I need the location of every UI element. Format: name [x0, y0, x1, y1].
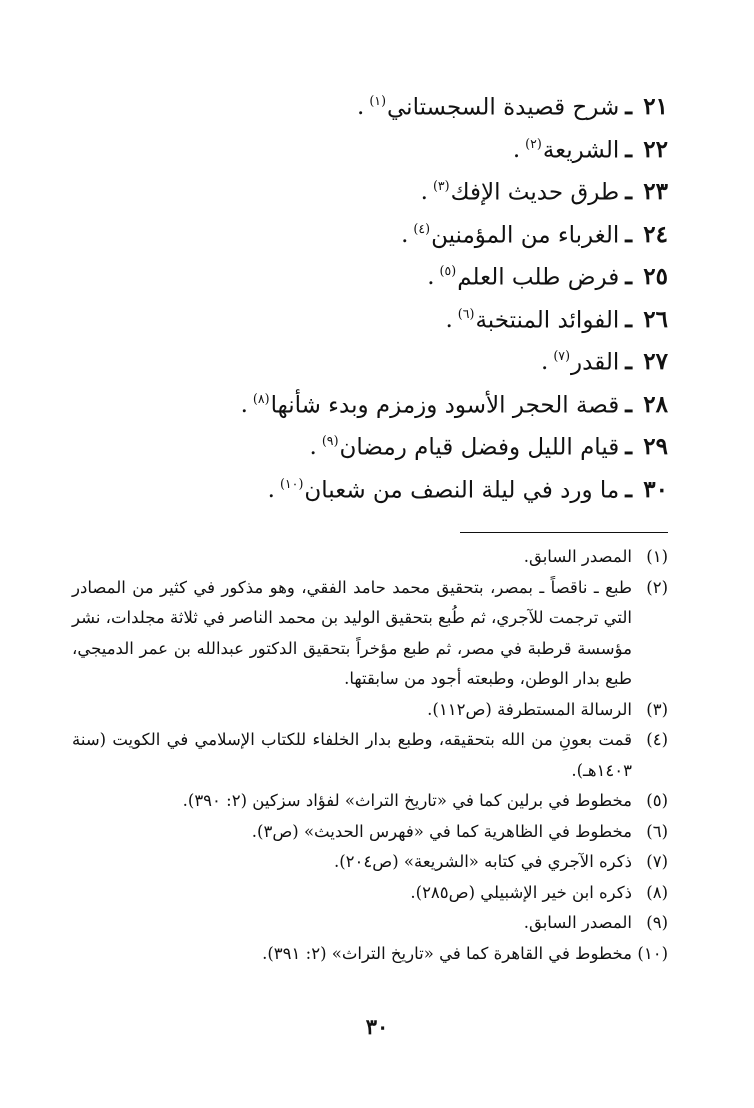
entry-number: ٢٥ — [643, 263, 668, 291]
entry-period: . — [401, 221, 409, 248]
entry-dash: ـ — [625, 135, 632, 163]
entry-title: قصة الحجر الأسود وزمزم وبدء شأنها — [270, 391, 620, 418]
works-list — [68, 80, 668, 505]
entry-period: . — [309, 434, 317, 461]
footnote-text: مخطوط في القاهرة كما في «تاريخ التراث» (٢: ٣٩١). — [262, 943, 632, 963]
footnote-ref: (٢) — [525, 135, 542, 151]
footnote-text: الرسالة المستطرفة (ص١١٢). — [427, 699, 632, 719]
footnote-number: (٢) — [646, 577, 668, 597]
list-item — [68, 208, 668, 251]
entry-dash: ـ — [625, 305, 632, 333]
entry-dash: ـ — [625, 433, 632, 461]
entry-period: . — [445, 306, 453, 333]
footnote-text: ذكره ابن خير الإشبيلي (ص٢٨٥). — [410, 882, 632, 902]
entry-title: فرض طلب العلم — [457, 264, 620, 291]
entry-dash: ـ — [625, 220, 632, 248]
list-item — [68, 378, 668, 421]
entry-title: قيام الليل وفضل قيام رمضان — [339, 434, 620, 461]
footnote — [72, 573, 668, 695]
entry-period: . — [420, 179, 428, 206]
entry-period: . — [357, 94, 365, 121]
footnote-ref: (٥) — [439, 263, 457, 278]
footnotes — [72, 542, 668, 969]
entry-number: ٢١ — [643, 93, 668, 121]
page-number: ٣٠ — [365, 1014, 389, 1039]
entry-number: ٣٠ — [643, 475, 668, 503]
entry-number: ٢٩ — [643, 433, 668, 461]
footnote — [72, 939, 668, 970]
footnote-ref: (٦) — [457, 305, 475, 321]
entry-dash: ـ — [625, 390, 632, 418]
entry-title: الشريعة — [542, 136, 620, 163]
list-item — [68, 80, 668, 123]
footnote-number: (١) — [646, 547, 668, 566]
entry-dash: ـ — [625, 263, 632, 291]
list-item — [68, 335, 668, 378]
footnote — [72, 908, 668, 939]
entry-dash: ـ — [625, 475, 632, 503]
entry-title: شرح قصيدة السجستاني — [387, 94, 620, 121]
footnote — [72, 878, 668, 909]
list-item — [68, 165, 668, 208]
entry-dash: ـ — [625, 93, 632, 121]
footnote-ref: (٧) — [553, 348, 571, 363]
entry-period: . — [541, 349, 549, 376]
entry-title: طرق حديث الإفك — [450, 179, 620, 206]
footnote — [72, 817, 668, 848]
list-item — [68, 293, 668, 336]
footnote — [72, 725, 668, 786]
footnote-number: (٦) — [646, 821, 668, 841]
entry-title: الفوائد المنتخبة — [475, 306, 620, 333]
entry-title: القدر — [571, 349, 620, 376]
footnote-separator — [460, 532, 668, 533]
entry-number: ٢٦ — [643, 305, 668, 333]
entry-number: ٢٤ — [643, 220, 668, 248]
footnote-number: (٤) — [646, 730, 668, 749]
footnote-text: المصدر السابق. — [523, 913, 632, 932]
footnote-number: (١٠) — [637, 943, 668, 963]
footnote — [72, 695, 668, 726]
footnote-number: (٩) — [646, 913, 668, 932]
entry-number: ٢٢ — [643, 135, 668, 163]
entry-title: الغرباء من المؤمنين — [431, 221, 620, 248]
footnote — [72, 542, 668, 573]
footnote-ref: (٩) — [321, 433, 339, 448]
footnote-ref: (٤) — [413, 220, 431, 236]
entry-dash: ـ — [625, 348, 632, 376]
entry-number: ٢٣ — [643, 178, 668, 206]
footnote-number: (٣) — [646, 699, 668, 719]
footnote-ref: (٣) — [432, 178, 450, 193]
footnote-number: (٨) — [646, 882, 668, 902]
footnote-text: مخطوط في الظاهرية كما في «فهرس الحديث» (ص٣). — [251, 821, 632, 841]
entry-period: . — [427, 264, 435, 291]
list-item — [68, 250, 668, 293]
footnote-text: ذكره الآجري في كتابه «الشريعة» (ص٢٠٤). — [333, 852, 632, 871]
footnote-number: (٥) — [646, 791, 668, 810]
list-item — [68, 420, 668, 463]
footnote-text: طبع ـ ناقصاً ـ بمصر، بتحقيق محمد حامد الفقي، وهو مذكور في كثير من المصادر التي ترجمت للآجري، ثم طُبع بتحقيق الوليد بن محمد الناصر في ثلاثة مجلدات، نشر مؤسسة قرطبة في مصر، ثم طبع مؤخراً بتحقيق الدكتور عبدالله بن عمر الدميجي، طبع بدار الوطن، وطبعته أجود من سابقتها. — [72, 577, 632, 688]
footnote-text: مخطوط في برلين كما في «تاريخ التراث» لفؤاد سزكين (٢: ٣٩٠). — [182, 791, 632, 810]
footnote — [72, 847, 668, 878]
entry-number: ٢٧ — [643, 348, 668, 376]
list-item — [68, 123, 668, 166]
footnote-number: (٧) — [646, 852, 668, 871]
footnote-ref: (١٠) — [279, 475, 304, 491]
entry-title: ما ورد في ليلة النصف من شعبان — [304, 476, 620, 503]
entry-dash: ـ — [625, 178, 632, 206]
footnote-text: المصدر السابق. — [523, 547, 632, 566]
footnote-ref: (٨) — [252, 390, 270, 406]
entry-period: . — [267, 476, 275, 503]
footnote — [72, 786, 668, 817]
entry-number: ٢٨ — [643, 390, 668, 418]
footnote-text: قمت بعونِ من الله بتحقيقه، وطبع بدار الخلفاء للكتاب الإسلامي في الكويت (سنة ١٤٠٣هـ). — [72, 730, 632, 780]
entry-period: . — [512, 136, 521, 163]
footnote-ref: (١) — [369, 93, 386, 108]
list-item — [68, 463, 668, 506]
entry-period: . — [240, 391, 248, 418]
